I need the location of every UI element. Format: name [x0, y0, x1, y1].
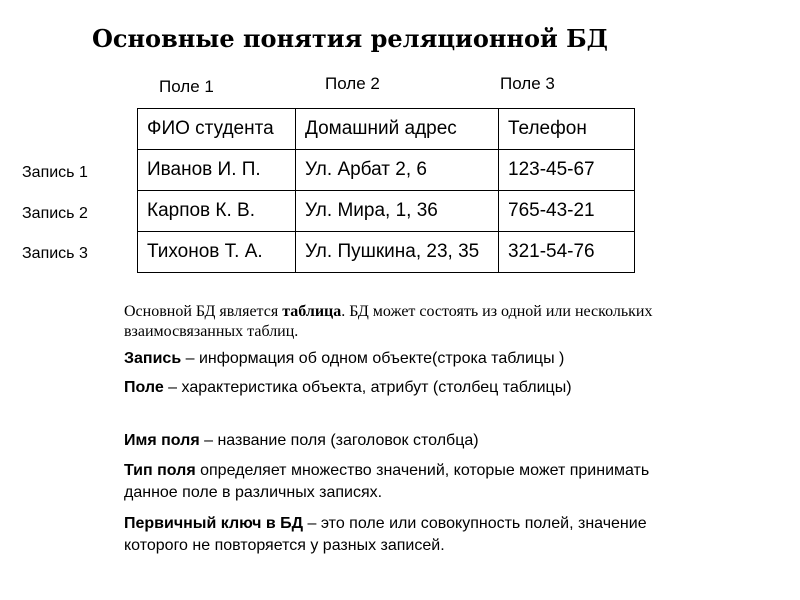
definition-record [124, 348, 669, 370]
students-table [137, 108, 635, 273]
slide-title: Основные понятия реляционной БД [91, 24, 609, 53]
intro-bold-term: таблица [282, 303, 342, 320]
definition-field [124, 377, 669, 399]
definition-text: – это поле или совокупность полей, значение которого не повторяется у разных записей. [124, 515, 647, 554]
cell-fio: Тихонов Т. А. [138, 232, 296, 273]
definition-text: определяет множество значений, которые может принимать данное поле в различных записях. [124, 462, 650, 501]
cell-address: Ул. Арбат 2, 6 [296, 150, 499, 191]
table-row [138, 232, 635, 273]
cell-phone: 765-43-21 [499, 191, 635, 232]
record-label-2: Запись 2 [22, 205, 88, 222]
cell-phone: 321-54-76 [499, 232, 635, 273]
definition-field-type [124, 460, 669, 504]
definition-text: – название поля (заголовок столбца) [199, 432, 479, 449]
field-label-1: Поле 1 [159, 77, 214, 96]
header-cell-phone: Телефон [499, 109, 635, 150]
definition-text: – информация об одном объекте(строка таблицы ) [181, 350, 565, 367]
definition-term: Запись [124, 350, 182, 367]
table-header-row [138, 109, 635, 150]
cell-address: Ул. Мира, 1, 36 [296, 191, 499, 232]
definition-primary-key [124, 513, 669, 557]
record-label-3: Запись 3 [22, 245, 88, 262]
header-cell-address: Домашний адрес [296, 109, 499, 150]
definition-term: Поле [124, 379, 164, 396]
header-cell-fio: ФИО студента [138, 109, 296, 150]
cell-fio: Карпов К. В. [138, 191, 296, 232]
intro-text-after: . БД может состоять из одной или нескольких взаимосвязанных таблиц. [124, 303, 653, 340]
cell-phone: 123-45-67 [499, 150, 635, 191]
definition-term: Первичный ключ в БД [124, 515, 304, 532]
table-row [138, 150, 635, 191]
record-label-1: Запись 1 [22, 164, 88, 181]
definition-field-name [124, 430, 669, 452]
intro-text-before: Основной БД является [124, 303, 283, 320]
definition-term: Имя поля [124, 432, 200, 449]
definition-text: – характеристика объекта, атрибут (столбец таблицы) [163, 379, 572, 396]
definition-term: Тип поля [124, 462, 196, 479]
field-label-3: Поле 3 [500, 74, 555, 93]
cell-fio: Иванов И. П. [138, 150, 296, 191]
table-row [138, 191, 635, 232]
intro-paragraph [124, 302, 664, 342]
field-label-2: Поле 2 [325, 74, 380, 93]
cell-address: Ул. Пушкина, 23, 35 [296, 232, 499, 273]
